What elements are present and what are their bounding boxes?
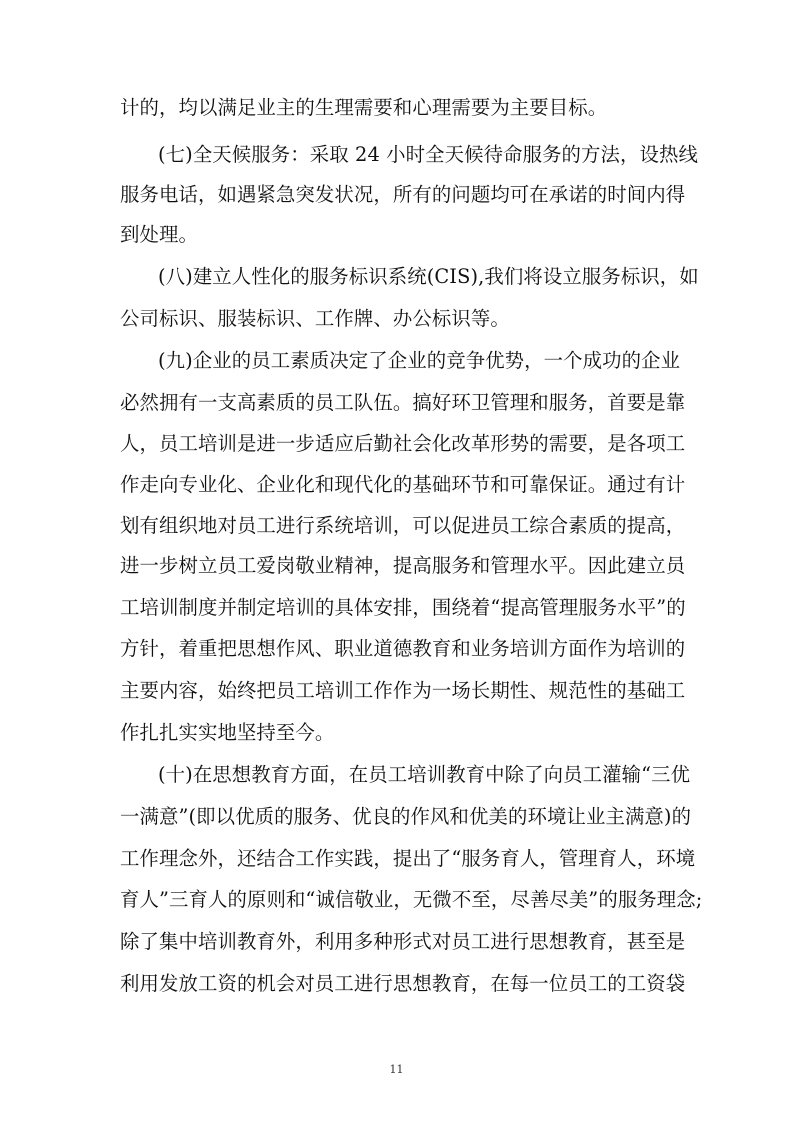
text-line: 作走向专业化、企业化和现代化的基础环节和可靠保证。通过有计 [120, 473, 686, 496]
text-line: 育人”三育人的原则和“诚信敬业，无微不至，尽善尽美”的服务理念; [120, 888, 703, 911]
text-line: 计的，均以满足业主的生理需要和心理需要为主要目标。 [120, 96, 608, 119]
text-line: 人，员工培训是进一步适应后勤社会化改革形势的需要，是各项工 [120, 432, 686, 455]
text-line: 划有组织地对员工进行系统培训，可以促进员工综合素质的提高， [120, 514, 686, 537]
text-line: 进一步树立员工爱岗敬业精神，提高服务和管理水平。因此建立员 [120, 554, 686, 577]
text-line: (八)建立人性化的服务标识系统(CIS),我们将设立服务标识，如 [158, 265, 699, 288]
text-line: 工作理念外，还结合工作实践，提出了“服务育人，管理育人，环境 [120, 847, 696, 870]
text-line: 利用发放工资的机会对员工进行思想教育，在每一位员工的工资袋 [120, 972, 686, 995]
text-line: 到处理。 [120, 223, 198, 246]
text-line: 主要内容，始终把员工培训工作作为一场长期性、规范性的基础工 [120, 679, 686, 702]
text-line: 必然拥有一支高素质的员工队伍。搞好环卫管理和服务，首要是靠 [120, 391, 686, 414]
text-line: 除了集中培训教育外，利用多种形式对员工进行思想教育，甚至是 [120, 930, 686, 953]
text-line: (九)企业的员工素质决定了企业的竞争优势，一个成功的企业 [158, 349, 681, 372]
page-number: 11 [389, 1063, 404, 1076]
text-line: 服务电话，如遇紧急突发状况，所有的问题均可在承诺的时间内得 [120, 183, 686, 206]
text-line: 公司标识、服装标识、工作牌、办公标识等。 [120, 307, 510, 330]
text-line: (十)在思想教育方面，在员工培训教育中除了向员工灌输“三优 [158, 763, 691, 786]
text-line: 工培训制度并制定培训的具体安排，围绕着“提高管理服务水平”的 [120, 596, 686, 619]
text-line: 作扎扎实实地坚持至今。 [120, 721, 335, 744]
text-line: 一满意”(即以优质的服务、优良的作风和优美的环境让业主满意)的 [120, 805, 692, 828]
text-line: (七)全天候服务：采取 24 小时全天候待命服务的方法，设热线 [158, 143, 698, 166]
text-line: 方针，着重把思想作风、职业道德教育和业务培训方面作为培训的 [120, 637, 686, 660]
